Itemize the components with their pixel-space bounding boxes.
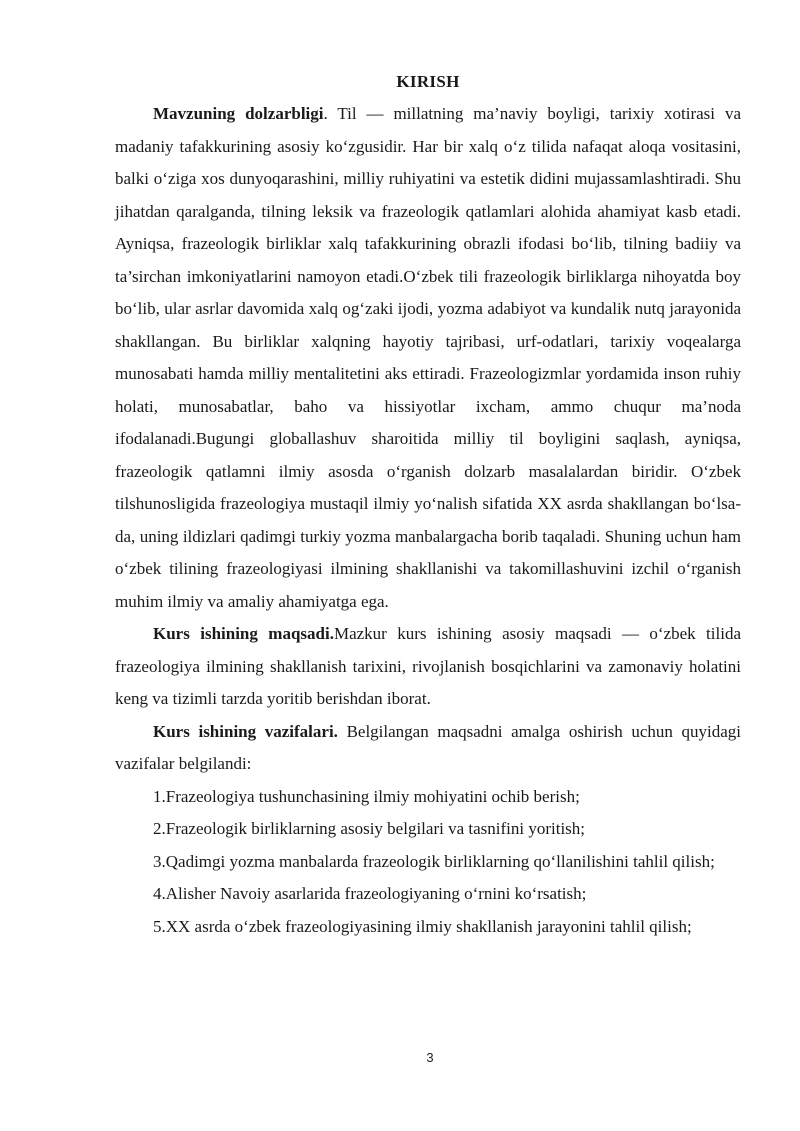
task-item-5: 5.XX asrda o‘zbek frazeologiyasining ilmiy shakllanish jarayonini tahlil qilish; [153, 916, 692, 936]
relevance-heading: Mavzuning dolzarbligi [153, 104, 324, 123]
goal-text: Mazkur kurs ishining asosiy maqsadi — o‘zbek tilida frazeologiya ilmining shakllanish tarixini, rivojlanish bosqichlarini va zamonaviy holatini keng va tizimli tarzda yoritib berishdan iborat. [115, 624, 741, 708]
task-item-2: 2.Frazeologik birliklarning asosiy belgilari va tasnifini yoritish; [153, 819, 586, 838]
task-item-1: 1.Frazeologiya tushunchasining ilmiy mohiyatini ochib berish; [153, 786, 580, 806]
relevance-text: . Til — millatning ma’naviy boyligi, tarixiy xotirasi va madaniy tafakkurining asosiy ko‘zgusidir. Har bir xalq o‘z tilida nafaqat aloqa vositasini, balki o‘ziga xos dunyoqarashini, milliy ruhiyatini va estetik didini mujassamlashtiradi. Shu jihatdan qaralganda, tilning leksik va frazeologik qatlamlari alohida ahamiyat kasb etadi. Ayniqsa, frazeologik birliklar xalq tafakkurining obrazli ifodasi bo‘lib, tilning badiiy va ta’sirchan imkoniyatlarini namoyon etadi.O‘zbek tili frazeologik birliklarga nihoyatda boy bo‘lib, ular asrlar davomida xalq og‘zaki ijodi, yozma adabiyot va kundalik nutq jarayonida shakllangan. Bu birliklar xalqning hayotiy tajribasi, urf-odatlari, tarixiy voqealarga munosabati hamda milliy mentalitetini aks ettiradi. Frazeologizmlar yordamida inson ruhiy holati, munosabatlar, baho va hissiyotlar ixcham, ammo chuqur ma’noda ifodalanadi.Bugungi globallashuv sharoitida milliy til boyligini saqlash, ayniqsa, frazeologik qatlamni ilmiy asosda o‘rganish dolzarb masalalardan biridir. O‘zbek tilshunosligida frazeologiya mustaqil ilmiy yo‘nalish sifatida XX asrda shakllangan bo‘lsa-da, uning ildizlari qadimgi turkiy yozma manbalargacha borib taqaladi. Shuning uchun ham o‘zbek tilining frazeologiyasi ilmining shakllanishi va takomillashuvini izchil o‘rganish muhim ilmiy va amaliy ahamiyatga ega. [115, 104, 741, 611]
page-number: 3 [426, 1050, 434, 1065]
goal-paragraph [115, 618, 741, 716]
goal-heading: Kurs ishining maqsadi. [153, 624, 334, 643]
section-title: KIRISH [396, 72, 460, 91]
tasks-paragraph [115, 716, 741, 781]
task-item-4: 4.Alisher Navoiy asarlarida frazeologiyaning o‘rnini ko‘rsatish; [153, 884, 587, 903]
relevance-paragraph [115, 98, 741, 618]
tasks-text: Belgilangan maqsadni amalga oshirish uchun quyidagi vazifalar belgilandi: [115, 721, 741, 773]
task-item-3: 3.Qadimgi yozma manbalarda frazeologik birliklarning qo‘llanilishini tahlil qilish; [153, 851, 715, 871]
document-page [115, 72, 741, 943]
tasks-heading: Kurs ishining vazifalari. [153, 721, 338, 741]
